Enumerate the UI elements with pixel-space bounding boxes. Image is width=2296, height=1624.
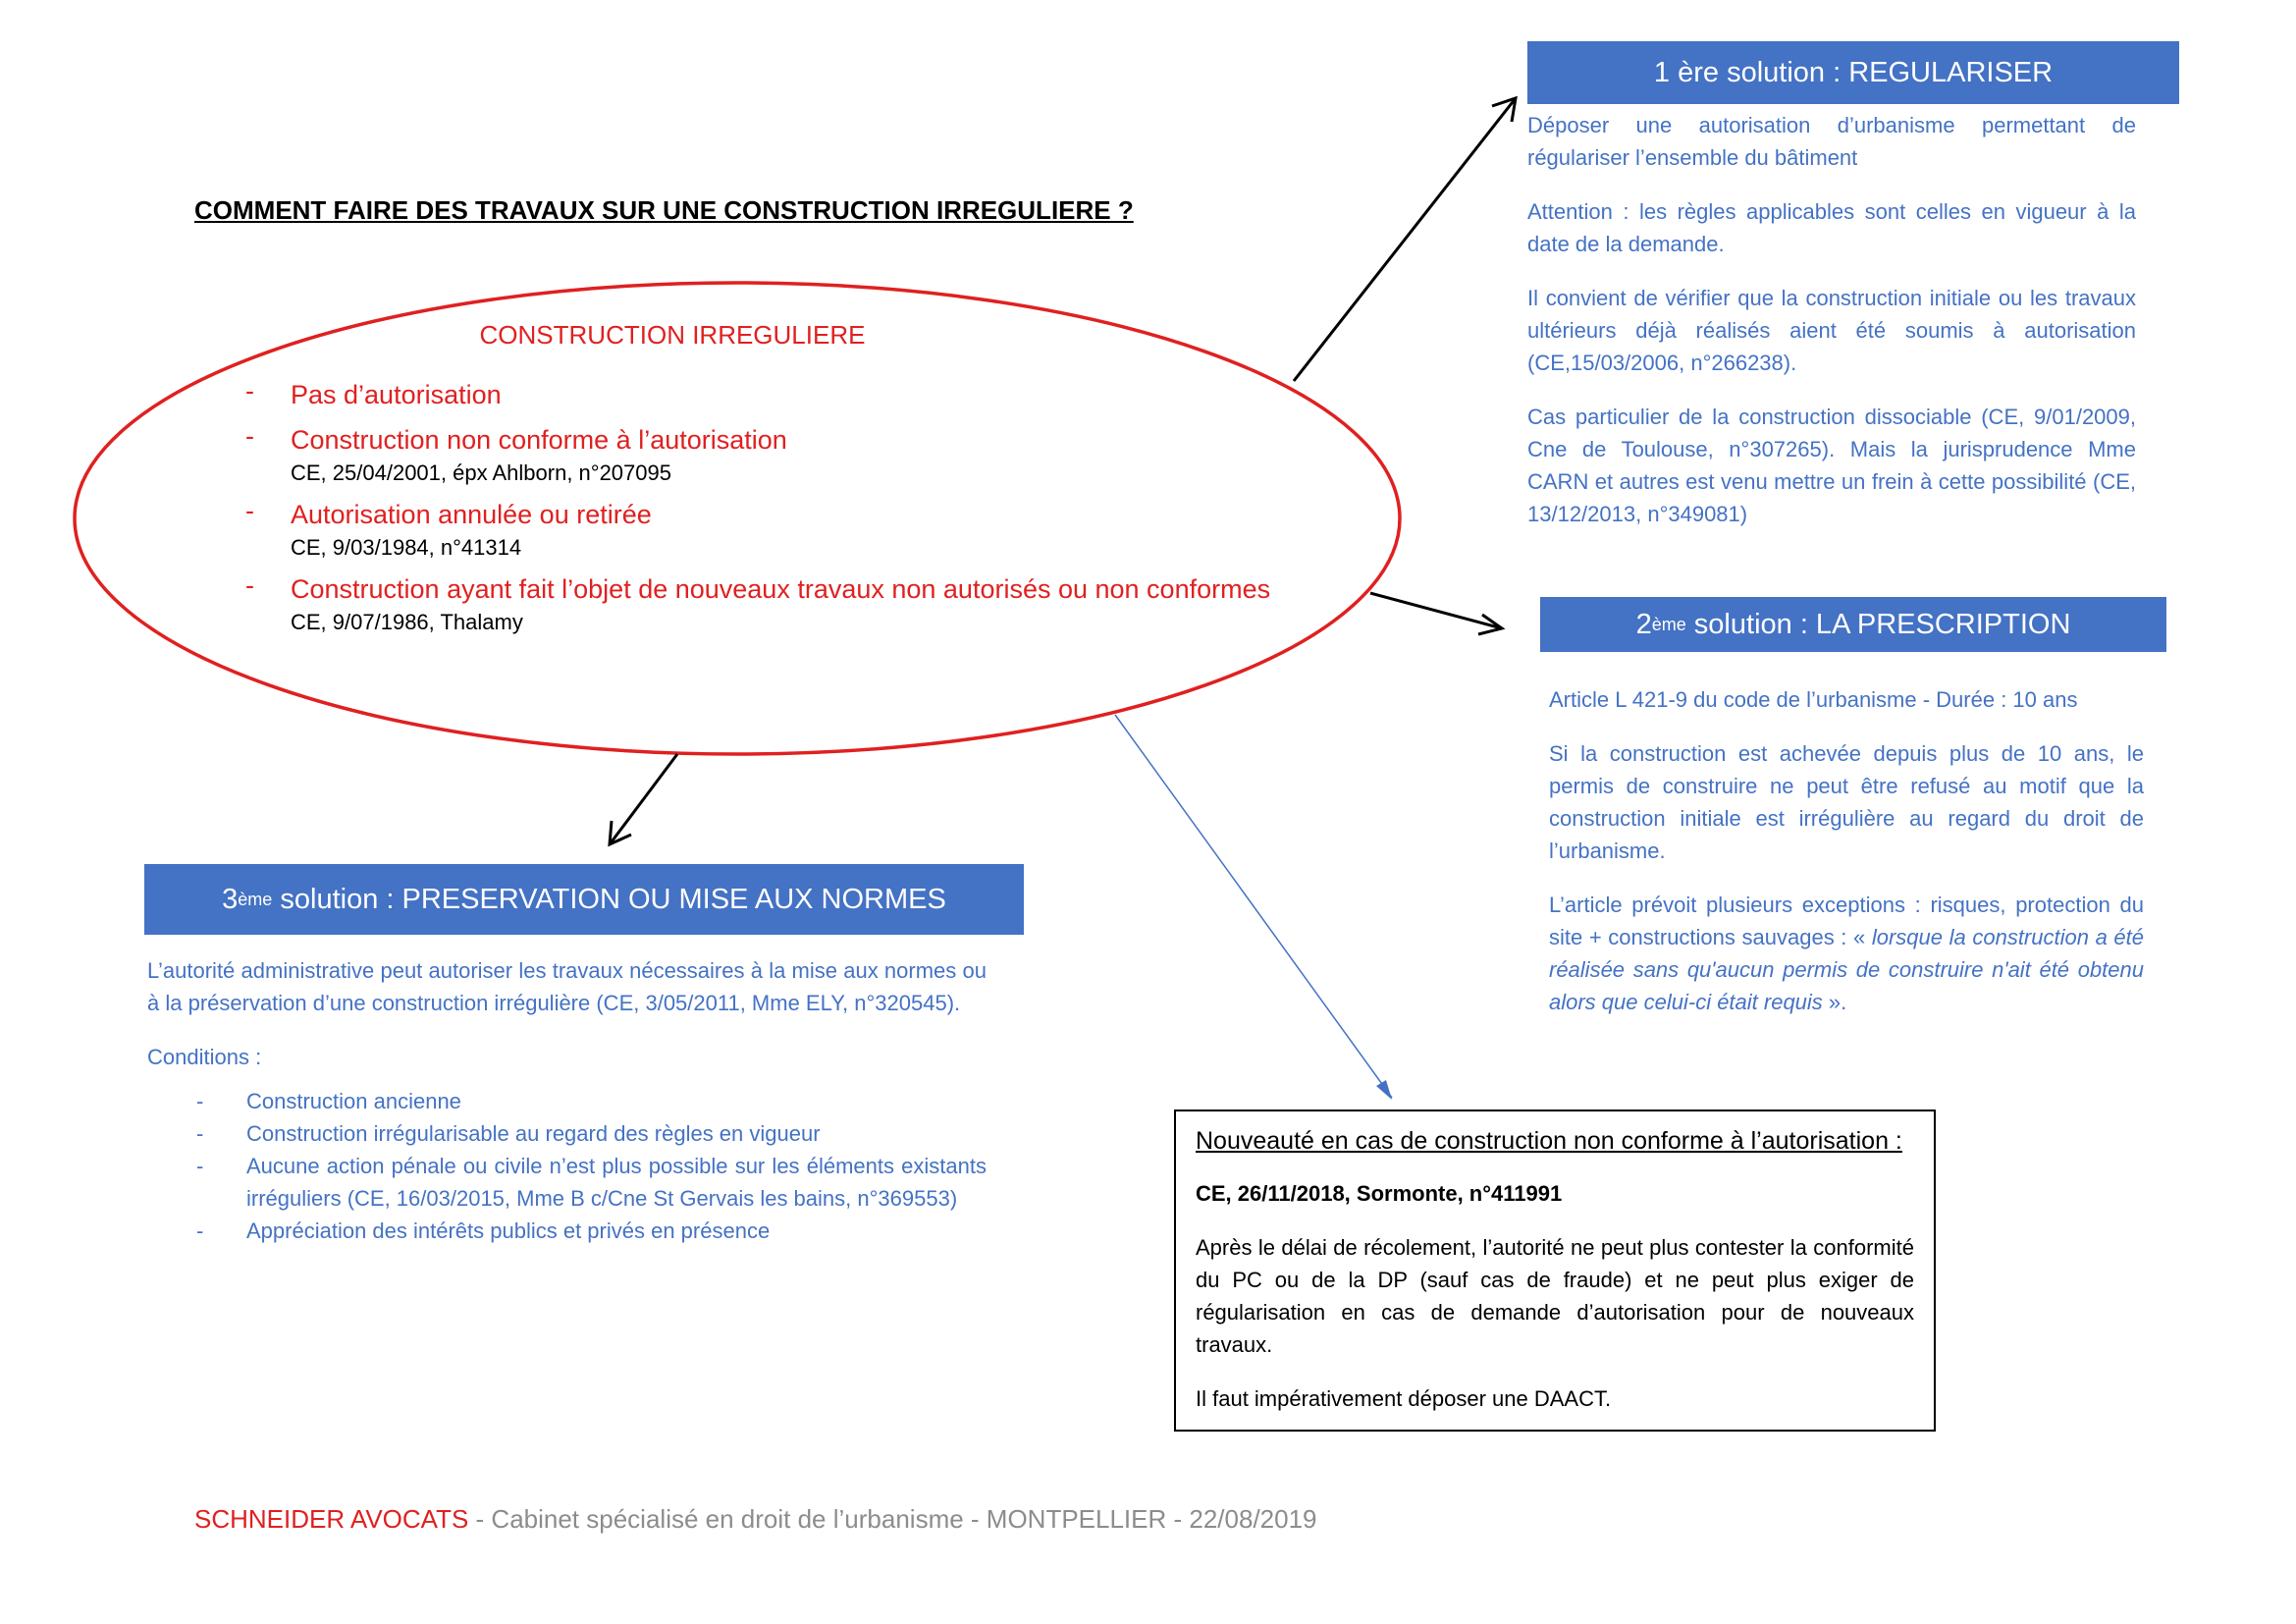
solution2-superscript: ème — [1651, 614, 1686, 634]
solution2-body — [1549, 683, 2144, 1040]
solution3-intro: L’autorité administrative peut autoriser les travaux nécessaires à la mise aux normes ou à la préservation d’une construction irrégulière (CE, 3/05/2011, Mme ELY, n°320545). — [147, 958, 987, 1015]
bullet-dash: - — [245, 570, 254, 600]
irregularity-label: Construction ayant fait l’objet de nouveaux travaux non autorisés ou non conformes — [291, 574, 1271, 604]
case-reference: CE, 9/07/1986, Thalamy — [291, 610, 523, 634]
solution1-paragraph: Déposer une autorisation d’urbanisme permettant de régulariser l’ensemble du bâtiment — [1527, 113, 2136, 170]
solution2-title: solution : LA PRESCRIPTION — [1685, 608, 2071, 640]
condition-text: Construction ancienne — [246, 1089, 461, 1113]
nouveaute-box — [1174, 1110, 1936, 1432]
solution1-header: 1 ère solution : REGULARISER — [1527, 41, 2179, 104]
solution1-paragraph: Cas particulier de la construction dissociable (CE, 9/01/2009, Cne de Toulouse, n°307265). Mais la jurisprudence Mme CARN et autres est venu mettre un frein à cette possibilité (CE, 13/12/2013, n°349081) — [1527, 405, 2136, 526]
bullet-dash: - — [196, 1089, 204, 1113]
solution3-header — [144, 864, 1024, 935]
solution2-exceptions — [1549, 889, 2144, 1018]
footer — [194, 1504, 1317, 1535]
irregular-construction-panel — [236, 320, 1364, 645]
list-item — [236, 570, 1364, 637]
list-item — [147, 1117, 987, 1150]
solution1-paragraph: Il convient de vérifier que la construction initiale ou les travaux ultérieurs déjà réalisés aient été soumis à autorisation (CE,15/03/2006, n°266238). — [1527, 286, 2136, 375]
conditions-label: Conditions : — [147, 1045, 262, 1069]
list-item — [236, 496, 1364, 563]
solution3-superscript: ème — [238, 889, 273, 909]
irregularity-label: Autorisation annulée ou retirée — [291, 500, 652, 529]
nouveaute-case-reference: CE, 26/11/2018, Sormonte, n°411991 — [1196, 1181, 1563, 1206]
footer-firm-name: SCHNEIDER AVOCATS — [194, 1504, 469, 1534]
page-title: COMMENT FAIRE DES TRAVAUX SUR UNE CONSTRUCTION IRREGULIERE ? — [194, 195, 1134, 225]
solution3-body — [147, 954, 987, 1247]
list-item — [236, 421, 1364, 488]
footer-details: - Cabinet spécialisé en droit de l’urbanisme - MONTPELLIER - 22/08/2019 — [468, 1504, 1317, 1534]
conditions-list — [147, 1085, 987, 1247]
condition-text: Construction irrégularisable au regard des règles en vigueur — [246, 1121, 821, 1146]
bullet-dash: - — [245, 421, 254, 451]
irregularity-list — [236, 376, 1364, 637]
solution1-body — [1527, 109, 2136, 552]
arrow-to-solution2 — [1370, 593, 1502, 634]
bullet-dash: - — [196, 1218, 204, 1243]
bullet-dash: - — [196, 1121, 204, 1146]
exceptions-end: ». — [1822, 990, 1847, 1014]
solution1-paragraph: Attention : les règles applicables sont celles en vigueur à la date de la demande. — [1527, 199, 2136, 256]
ellipse-title: CONSTRUCTION IRREGULIERE — [479, 320, 866, 350]
solution3-number: 3 — [222, 883, 239, 915]
condition-text: Aucune action pénale ou civile n’est plus possible sur les éléments existants irréguliers (CE, 16/03/2015, Mme B c/Cne St Gervais les bains, n°369553) — [246, 1154, 987, 1211]
case-reference: CE, 9/03/1984, n°41314 — [291, 535, 522, 560]
nouveaute-text: Après le délai de récolement, l’autorité ne peut plus contester la conformité du PC ou de la DP (sauf cas de fraude) et ne peut plus exiger de régularisation en cas de demande d’autorisation pour de nouveaux travaux. — [1196, 1235, 1914, 1357]
list-item — [147, 1215, 987, 1247]
exceptions-quote: lorsque la construction a été réalisée sans qu'aucun permis de construire n'ait été obtenu alors que celui-ci était requis — [1549, 925, 2144, 1014]
irregularity-label: Construction non conforme à l’autorisation — [291, 425, 787, 455]
bullet-dash: - — [196, 1154, 204, 1178]
solution2-paragraph: Article L 421-9 du code de l’urbanisme - Durée : 10 ans — [1549, 687, 2078, 712]
solution2-header — [1540, 597, 2166, 652]
list-item — [236, 376, 1364, 413]
case-reference: CE, 25/04/2001, épx Ahlborn, n°207095 — [291, 460, 671, 485]
list-item — [147, 1150, 987, 1215]
bullet-dash: - — [245, 376, 254, 406]
nouveaute-title: Nouveauté en cas de construction non conforme à l’autorisation : — [1196, 1127, 1902, 1155]
exceptions-intro: L’article prévoit plusieurs exceptions : risques, protection du site + constructions sauvages : « — [1549, 893, 2144, 949]
solution3-title: solution : PRESERVATION OU MISE AUX NORMES — [272, 883, 946, 915]
arrow-to-solution3 — [610, 754, 677, 844]
irregularity-label: Pas d’autorisation — [291, 380, 502, 409]
list-item — [147, 1085, 987, 1117]
solution2-paragraph: Si la construction est achevée depuis plus de 10 ans, le permis de construire ne peut être refusé au motif que la construction initiale est irrégulière au regard du droit de l’urbanisme. — [1549, 741, 2144, 863]
nouveaute-conclusion: Il faut impérativement déposer une DAACT. — [1196, 1386, 1612, 1411]
condition-text: Appréciation des intérêts publics et privés en présence — [246, 1218, 771, 1243]
solution2-number: 2 — [1635, 608, 1652, 640]
arrow-to-nouveaute — [1115, 715, 1392, 1100]
bullet-dash: - — [245, 496, 254, 525]
